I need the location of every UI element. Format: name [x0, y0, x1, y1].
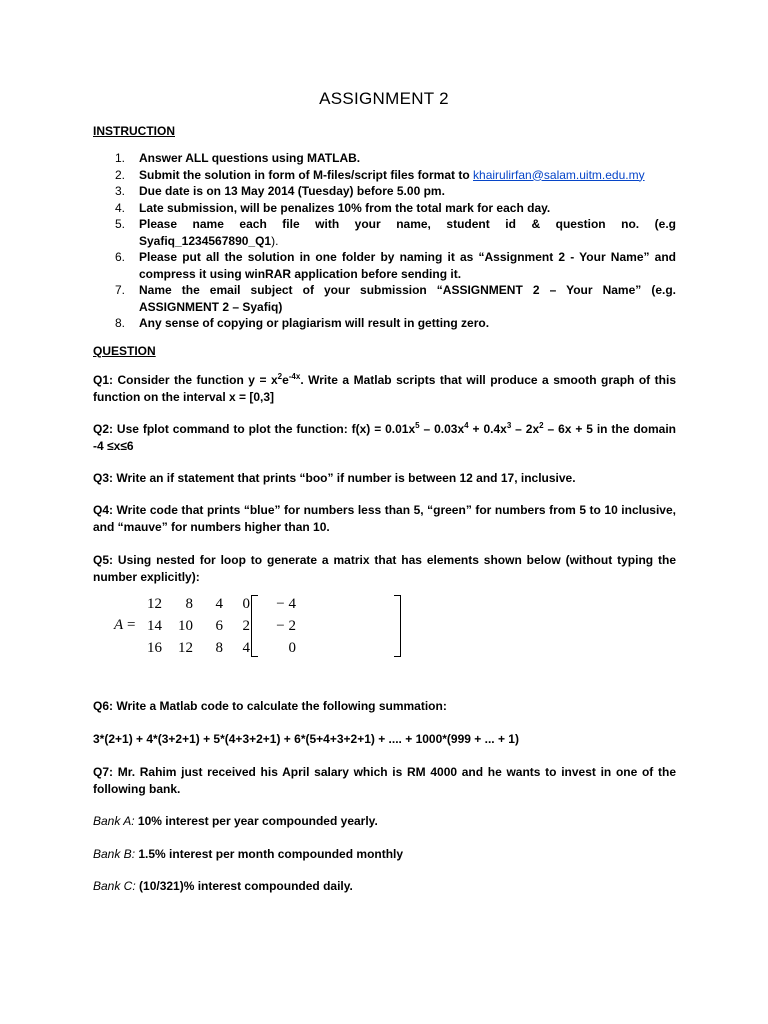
item-text: by naming it as “Assignment 2 - Your Name” and compress it using winRAR application before sending it.: [139, 250, 676, 281]
bank-text: 1.5% interest per month compounded monthly: [135, 847, 404, 861]
superscript: -4x: [288, 372, 301, 381]
summation-text: 3*(2+1) + 4*(3+2+1) + 5*(4+3+2+1) + 6*(5+4+3+2+1) + .... + 1000*(999 + ... + 1): [93, 732, 519, 746]
matrix-cell: 2: [242, 618, 250, 634]
bank-b: [93, 846, 676, 863]
matrix-cell: 6: [215, 618, 223, 634]
item-emphasis: 13 May 2014: [224, 184, 295, 198]
item-number: 7.: [115, 283, 126, 297]
list-item: [93, 167, 676, 184]
question-label: Q2:: [93, 422, 114, 436]
item-emphasis: one folder: [315, 250, 376, 264]
question-heading: QUESTION: [93, 344, 156, 358]
question-q3: [93, 470, 676, 487]
list-item: [93, 249, 676, 282]
matrix-cell: 16: [147, 640, 162, 656]
question-label: Q5:: [93, 553, 114, 567]
matrix-cell: 0: [242, 596, 250, 612]
page-title: ASSIGNMENT 2: [319, 89, 449, 108]
instruction-heading: INSTRUCTION: [93, 124, 175, 138]
superscript: 2: [277, 372, 283, 381]
list-item: [93, 315, 676, 332]
matrix-cell: 8: [185, 596, 193, 612]
list-item: [93, 150, 676, 167]
instruction-list: [93, 150, 676, 332]
item-number: 2.: [115, 167, 126, 182]
question-text: – 6x + 5 in the domain -4 ≤x≤6: [93, 422, 677, 453]
superscript: 3: [506, 421, 512, 430]
bank-text: 10% interest per year compounded yearly.: [134, 814, 378, 828]
bank-name: Bank C:: [93, 879, 136, 893]
item-text: Please put all the solution in: [139, 250, 316, 264]
list-item: [93, 183, 676, 200]
item-number: 6.: [115, 250, 126, 264]
question-text: + 0.4x: [468, 422, 507, 436]
superscript: 2: [539, 421, 544, 430]
question-text: Consider the function y = x: [113, 373, 278, 387]
question-label: Q6:: [93, 699, 114, 713]
question-label: Q3:: [93, 471, 114, 485]
question-text: . Write a Matlab scripts that will produce a smooth graph of this function on the interval x = [0,3]: [93, 373, 676, 404]
list-item: [93, 282, 676, 315]
question-text: Mr. Rahim just received his April salary which is RM 4000 and he wants to invest in one of the following bank.: [93, 765, 676, 796]
matrix-cell: − 2: [276, 618, 296, 634]
item-text: Name the email subject of your submission “ASSIGNMENT 2 – Your Name” (e.g. ASSIGNMENT 2 – Syafiq): [139, 283, 676, 314]
question-text: e: [282, 373, 289, 387]
matrix-right-bracket: [394, 595, 401, 657]
matrix-cell: 4: [242, 640, 250, 656]
item-text: Submit the solution in form of M-files/script files format to: [139, 167, 474, 182]
question-q6: [93, 698, 676, 715]
item-text: Late submission, will be penalizes 10% from the total mark for each day.: [139, 200, 551, 215]
item-number: 1.: [115, 151, 126, 165]
item-text: Please name each file with your name, student id & question no. (e.g: [139, 217, 676, 231]
superscript: 4: [464, 421, 469, 430]
bank-name: Bank A:: [93, 814, 135, 828]
question-q2: [93, 421, 676, 454]
item-text: Any sense of copying or plagiarism will result in getting zero.: [139, 316, 490, 330]
question-q7: [93, 764, 676, 797]
matrix-cell: 4: [215, 596, 223, 612]
list-item: [93, 200, 676, 217]
item-text: ).: [271, 233, 279, 248]
question-q1: [93, 372, 676, 405]
item-number: 4.: [115, 200, 126, 215]
summation-expression: [93, 731, 676, 748]
question-q4: [93, 502, 676, 535]
item-text: Answer: [139, 151, 186, 165]
item-text: Syafiq_1234567890_Q1: [139, 233, 272, 248]
item-number: 8.: [115, 316, 126, 330]
list-item: [93, 216, 676, 249]
question-label: Q7:: [93, 765, 114, 779]
bank-name: Bank B:: [93, 847, 136, 861]
bank-c: [93, 878, 676, 895]
question-label: Q1:: [93, 373, 114, 387]
question-text: – 0.03x: [419, 422, 465, 436]
item-number: 3.: [115, 184, 126, 198]
matrix-cell: 8: [215, 640, 223, 656]
matrix-cell: 0: [288, 640, 296, 656]
question-text: Use fplot command to plot the function: f(x) = 0.01x: [113, 422, 416, 436]
item-text: questions using MATLAB.: [208, 151, 361, 165]
item-text: Due date is on: [139, 184, 225, 198]
matrix-cell: 14: [147, 618, 162, 634]
bank-text: (10/321)% interest compounded daily.: [135, 879, 353, 893]
matrix-cell: 12: [147, 596, 162, 612]
item-number: 5.: [115, 217, 126, 231]
item-emphasis: ALL: [185, 151, 209, 165]
question-text: – 2x: [511, 422, 540, 436]
superscript: 5: [415, 421, 420, 430]
item-text: (Tuesday) before 5.00 pm.: [294, 184, 445, 198]
question-q5: [93, 552, 676, 585]
question-label: Q4:: [93, 503, 114, 517]
matrix-cell: − 4: [276, 596, 296, 612]
matrix-cell: 10: [178, 618, 193, 634]
bank-a: [93, 813, 676, 830]
question-text: Write code that prints “blue” for numbers less than 5, “green” for numbers from 5 to 10 inclusive, and “mauve” for numbers higher than 10.: [93, 503, 676, 534]
matrix-equals: =: [127, 617, 136, 633]
question-text: Write an if statement that prints “boo” if number is between 12 and 17, inclusive.: [113, 471, 576, 485]
question-text: Write a Matlab code to calculate the following summation:: [113, 699, 447, 713]
matrix-name: A: [114, 617, 124, 633]
question-text: Using nested for loop to generate a matrix that has elements shown below (without typing the number explicitly):: [93, 553, 676, 584]
matrix-cell: 12: [178, 640, 193, 656]
email-link[interactable]: khairulirfan@salam.uitm.edu.my: [473, 167, 645, 182]
